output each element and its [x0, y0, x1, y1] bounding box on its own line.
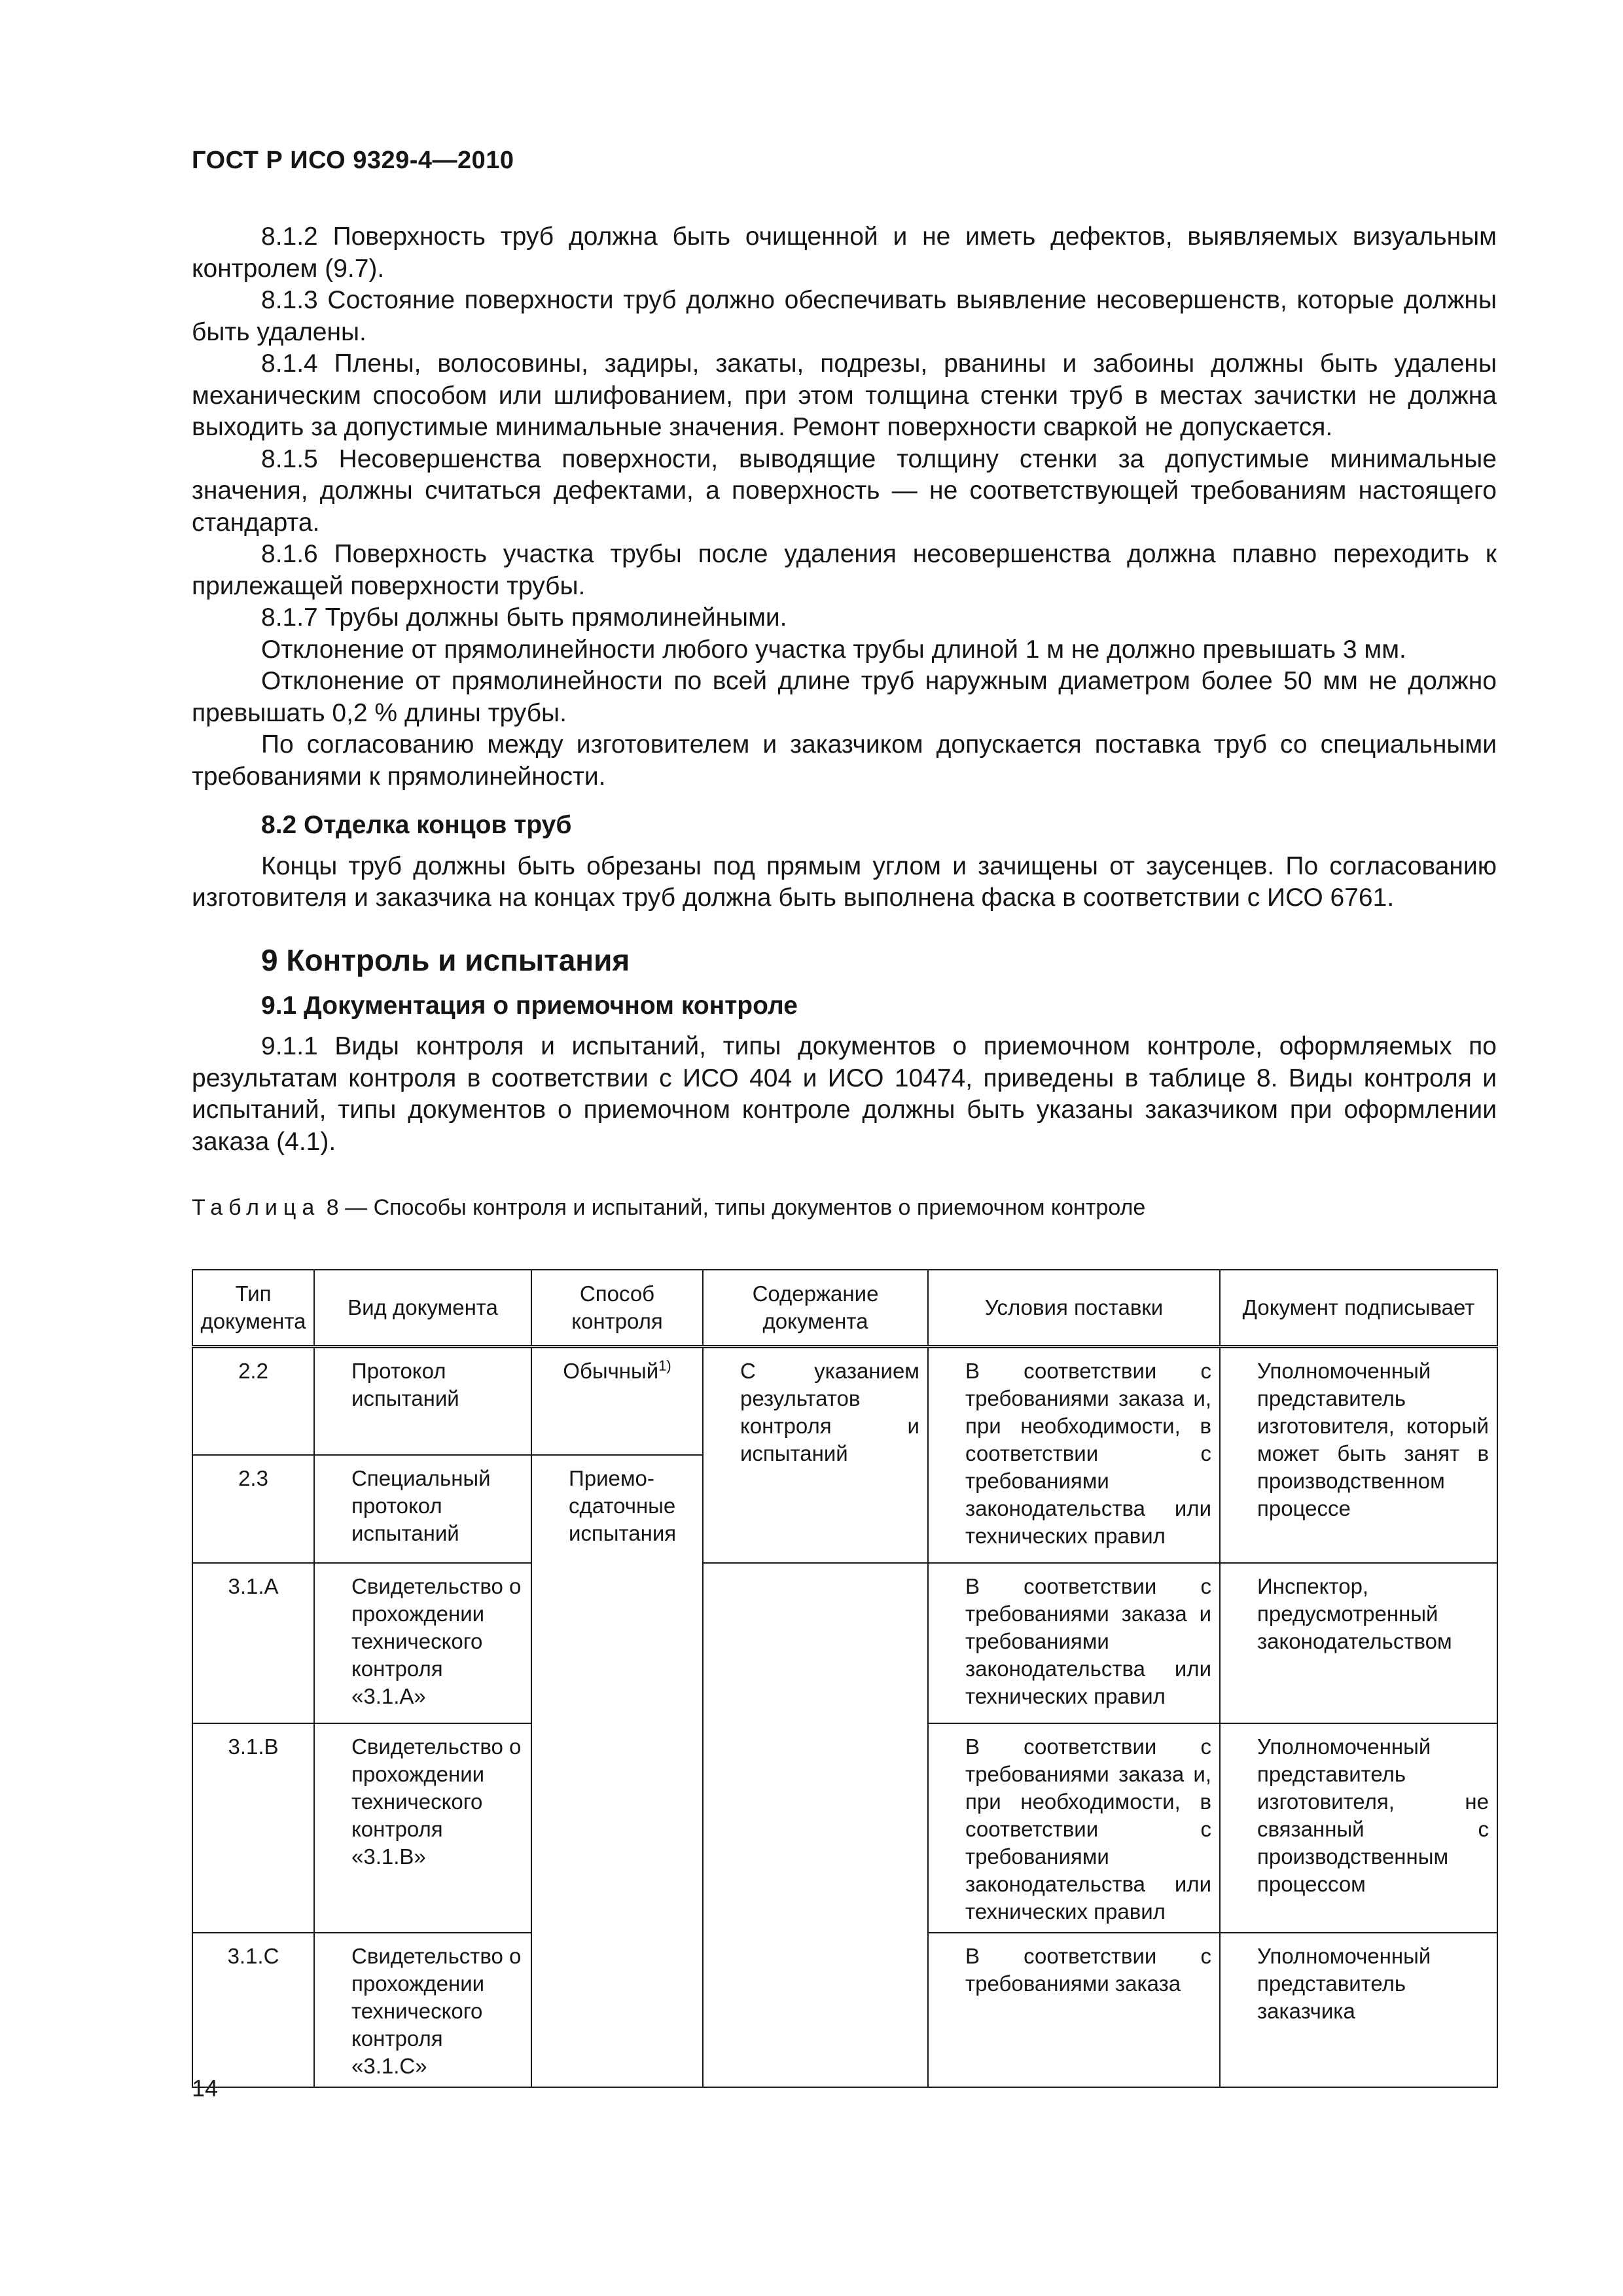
- document-type-cell: 3.1.C: [192, 1933, 314, 2087]
- paragraph-deviation-1m: Отклонение от прямолинейности любого участка трубы длиной 1 м не должно превышать 3 мм.: [261, 635, 1406, 664]
- paragraph-8-1-6: 8.1.6 Поверхность участка трубы после удаления несовершенства должна плавно переходить к прилежащей поверхности трубы.: [192, 540, 1497, 600]
- heading-8-2: 8.2 Отделка концов труб: [261, 811, 572, 839]
- header-signed-by: Документ подписывает: [1220, 1270, 1497, 1347]
- delivery-conditions-cell: В соответствии с требованиями заказа: [928, 1933, 1220, 2087]
- document-type-cell: 2.2: [192, 1347, 314, 1455]
- heading-9-1: 9.1 Документация о приемочном контроле: [261, 991, 798, 1020]
- signed-by-cell: Инспектор, предусмотренный законодательством: [1220, 1563, 1497, 1723]
- body-text: [192, 221, 1497, 1234]
- table-caption-text: 8 — Способы контроля и испытаний, типы документов о приемочном контроле: [326, 1195, 1146, 1220]
- document-type-cell: 3.1.B: [192, 1723, 314, 1933]
- header-delivery-conditions: Условия поставки: [928, 1270, 1220, 1347]
- document-kind-cell: Свидетельство о прохождении технического контроля «3.1.B»: [314, 1723, 531, 1933]
- document-kind-cell: Свидетельство о прохождении технического контроля «3.1.A»: [314, 1563, 531, 1723]
- control-method-cell: [531, 1347, 703, 1455]
- document-content-cell: С указанием результатов контроля и испытаний: [703, 1347, 928, 1563]
- signed-by-cell: Уполномоченный представитель заказчика: [1220, 1933, 1497, 2087]
- paragraph-8-1-5: 8.1.5 Несовершенства поверхности, выводящие толщину стенки за допустимые минимальные значения, должны считаться дефектами, а поверхность — не соответствующей требованиям настоящего стандарта.: [192, 444, 1497, 537]
- paragraph-8-2: Концы труб должны быть обрезаны под прямым углом и зачищены от заусенцев. По согласованию изготовителя и заказчика на концах труб должна быть выполнена фаска в соответствии с ИСО 6761.: [192, 852, 1497, 912]
- document-content-cell-empty: [703, 1563, 928, 2087]
- header-control-method: Способ контроля: [531, 1270, 703, 1347]
- page-header: ГОСТ Р ИСО 9329-4—2010: [192, 147, 514, 174]
- paragraph-deviation-full-length: Отклонение от прямолинейности по всей длине труб наружным диаметром более 50 мм не должно превышать 0,2 % длины трубы.: [192, 667, 1497, 727]
- paragraph-9-1-1: 9.1.1 Виды контроля и испытаний, типы документов о приемочном контроле, оформляемых по результатам контроля в соответствии с ИСО 404 и ИСО 10474, приведены в таблице 8. Виды контроля и испытаний, типы документов о приемочном контроле должны быть указаны заказчиком при оформлении заказа (4.1).: [192, 1032, 1497, 1156]
- table-row: [192, 1563, 1497, 1723]
- table-header-row: [192, 1270, 1497, 1347]
- page-number: 14: [192, 2075, 219, 2102]
- document-type-cell: 3.1.A: [192, 1563, 314, 1723]
- heading-section-9: 9 Контроль и испытания: [261, 942, 630, 977]
- method-ordinary: Обычный: [563, 1359, 659, 1383]
- document-type-cell: 2.3: [192, 1455, 314, 1563]
- signed-by-cell: Уполномоченный представитель изготовителя, который может быть занят в производственном процессе: [1220, 1347, 1497, 1563]
- inspection-documents-table: [192, 1269, 1498, 2088]
- footnote-marker: 1): [658, 1357, 671, 1374]
- document-kind-cell: Специальный протокол испытаний: [314, 1455, 531, 1563]
- header-document-kind: Вид документа: [314, 1270, 531, 1347]
- table-caption-label: Таблица: [192, 1195, 321, 1220]
- paragraph-8-1-2: 8.1.2 Поверхность труб должна быть очищенной и не иметь дефектов, выявляемых визуальным контролем (9.7).: [192, 223, 1497, 283]
- document-kind-cell: Протокол испытаний: [314, 1347, 531, 1455]
- control-method-cell: Приемо-сдаточные испытания: [531, 1455, 703, 2087]
- paragraph-8-1-4: 8.1.4 Плены, волосовины, задиры, закаты, подрезы, рванины и забоины должны быть удалены механическим способом или шлифованием, при этом толщина стенки труб в местах зачистки не должна выходить за допустимые минимальные значения. Ремонт поверхности сваркой не допускается.: [192, 350, 1497, 441]
- table-caption: [192, 1193, 1497, 1222]
- delivery-conditions-cell: В соответствии с требованиями заказа и требованиями законодательства или технических правил: [928, 1563, 1220, 1723]
- table-row: [192, 1347, 1497, 1455]
- paragraph-8-1-3: 8.1.3 Состояние поверхности труб должно обеспечивать выявление несовершенств, которые должны быть удалены.: [192, 286, 1497, 346]
- delivery-conditions-cell: В соответствии с требованиями заказа и, при необходимости, в соответствии с требованиями законодательства или технических правил: [928, 1347, 1220, 1563]
- paragraph-special-agreement: По согласованию между изготовителем и заказчиком допускается поставка труб со специальными требованиями к прямолинейности.: [192, 730, 1497, 791]
- header-document-content: Содержание документа: [703, 1270, 928, 1347]
- signed-by-cell: Уполномоченный представитель изготовителя, не связанный с производственным процессом: [1220, 1723, 1497, 1933]
- header-document-type: Тип документа: [192, 1270, 314, 1347]
- delivery-conditions-cell: В соответствии с требованиями заказа и, при необходимости, в соответствии с требованиями законодательства или технических правил: [928, 1723, 1220, 1933]
- document-kind-cell: Свидетельство о прохождении технического контроля «3.1.C»: [314, 1933, 531, 2087]
- paragraph-8-1-7: 8.1.7 Трубы должны быть прямолинейными.: [261, 603, 787, 632]
